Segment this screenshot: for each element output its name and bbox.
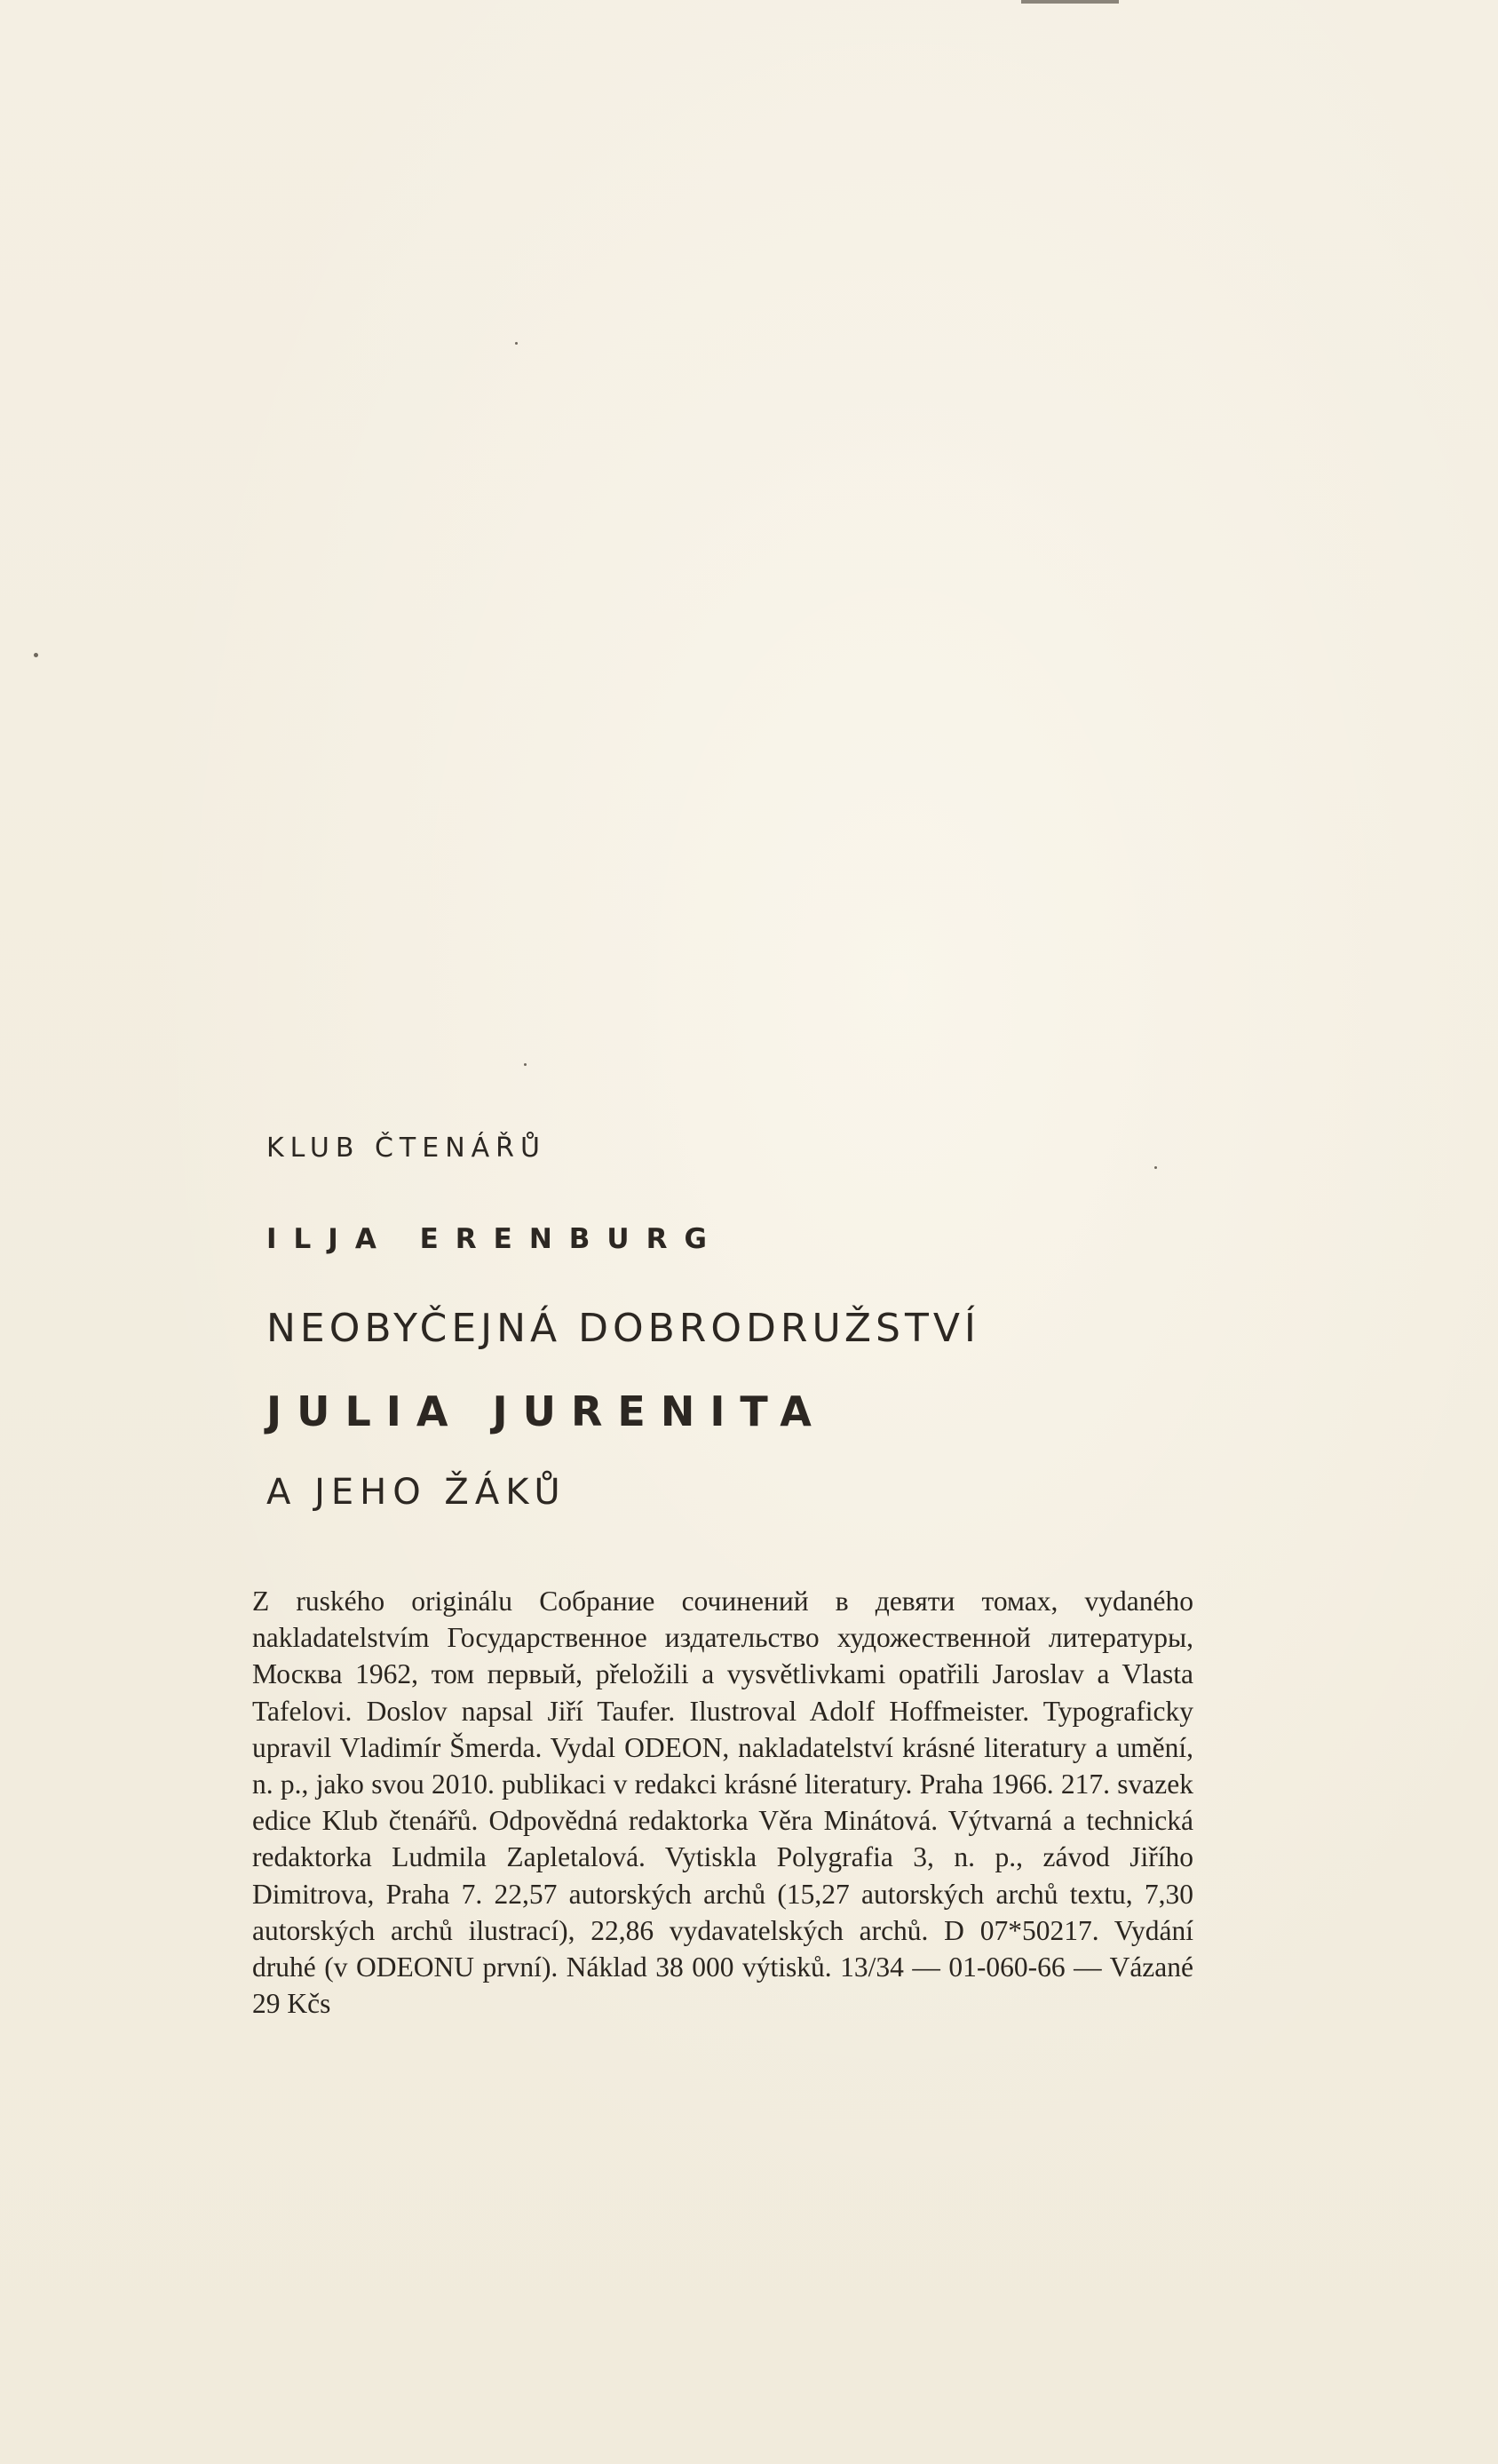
book-title-line-1: NEOBYČEJNÁ DOBRODRUŽSTVÍ [266, 1306, 980, 1351]
book-title-line-2: JULIA JURENITA [266, 1387, 827, 1435]
book-title-line-3: A JEHO ŽÁKŮ [266, 1472, 567, 1513]
paper-speck [1154, 1166, 1157, 1169]
paper-speck [524, 1063, 527, 1066]
paper-speck [515, 342, 518, 345]
colophon-text: Z ruského originálu Собрание сочинений в девяти томах, vydaného nakladatelstvím Государственное издательство художественной литературы, Москва 1962, том первый, přeložili a vysvětlivkami opatřili Jaroslav a Vlasta Tafelovi. Doslov napsal Jiří Taufer. Ilustroval Adolf Hoffmeister. Typograficky upravil Vladimír Šmerda. Vydal ODEON, nakladatelství krásné literatury a umění, n. p., jako svou 2010. publikaci v redakci krásné literatury. Praha 1966. 217. svazek edice Klub čtenářů. Odpovědná redaktorka Věra Minátová. Výtvarná a technická redaktorka Ludmila Zapletalová. Vytiskla Polygrafia 3, n. p., závod Jiřího Dimitrova, Praha 7. 22,57 autorských archů (15,27 autorských archů textu, 7,30 autorských archů ilustrací), 22,86 vydavatelských archů. D 07*50217. Vydání druhé (v ODEONU první). Náklad 38 000 výtisků. 13/34 — 01-060-66 — Vázané 29 Kčs [252, 1586, 1193, 2020]
page-edge-mark [1021, 0, 1119, 4]
paper-speck [34, 653, 38, 657]
author-name: ILJA ERENBURG [266, 1223, 724, 1255]
series-label: KLUB ČTENÁŘŮ [266, 1133, 546, 1164]
